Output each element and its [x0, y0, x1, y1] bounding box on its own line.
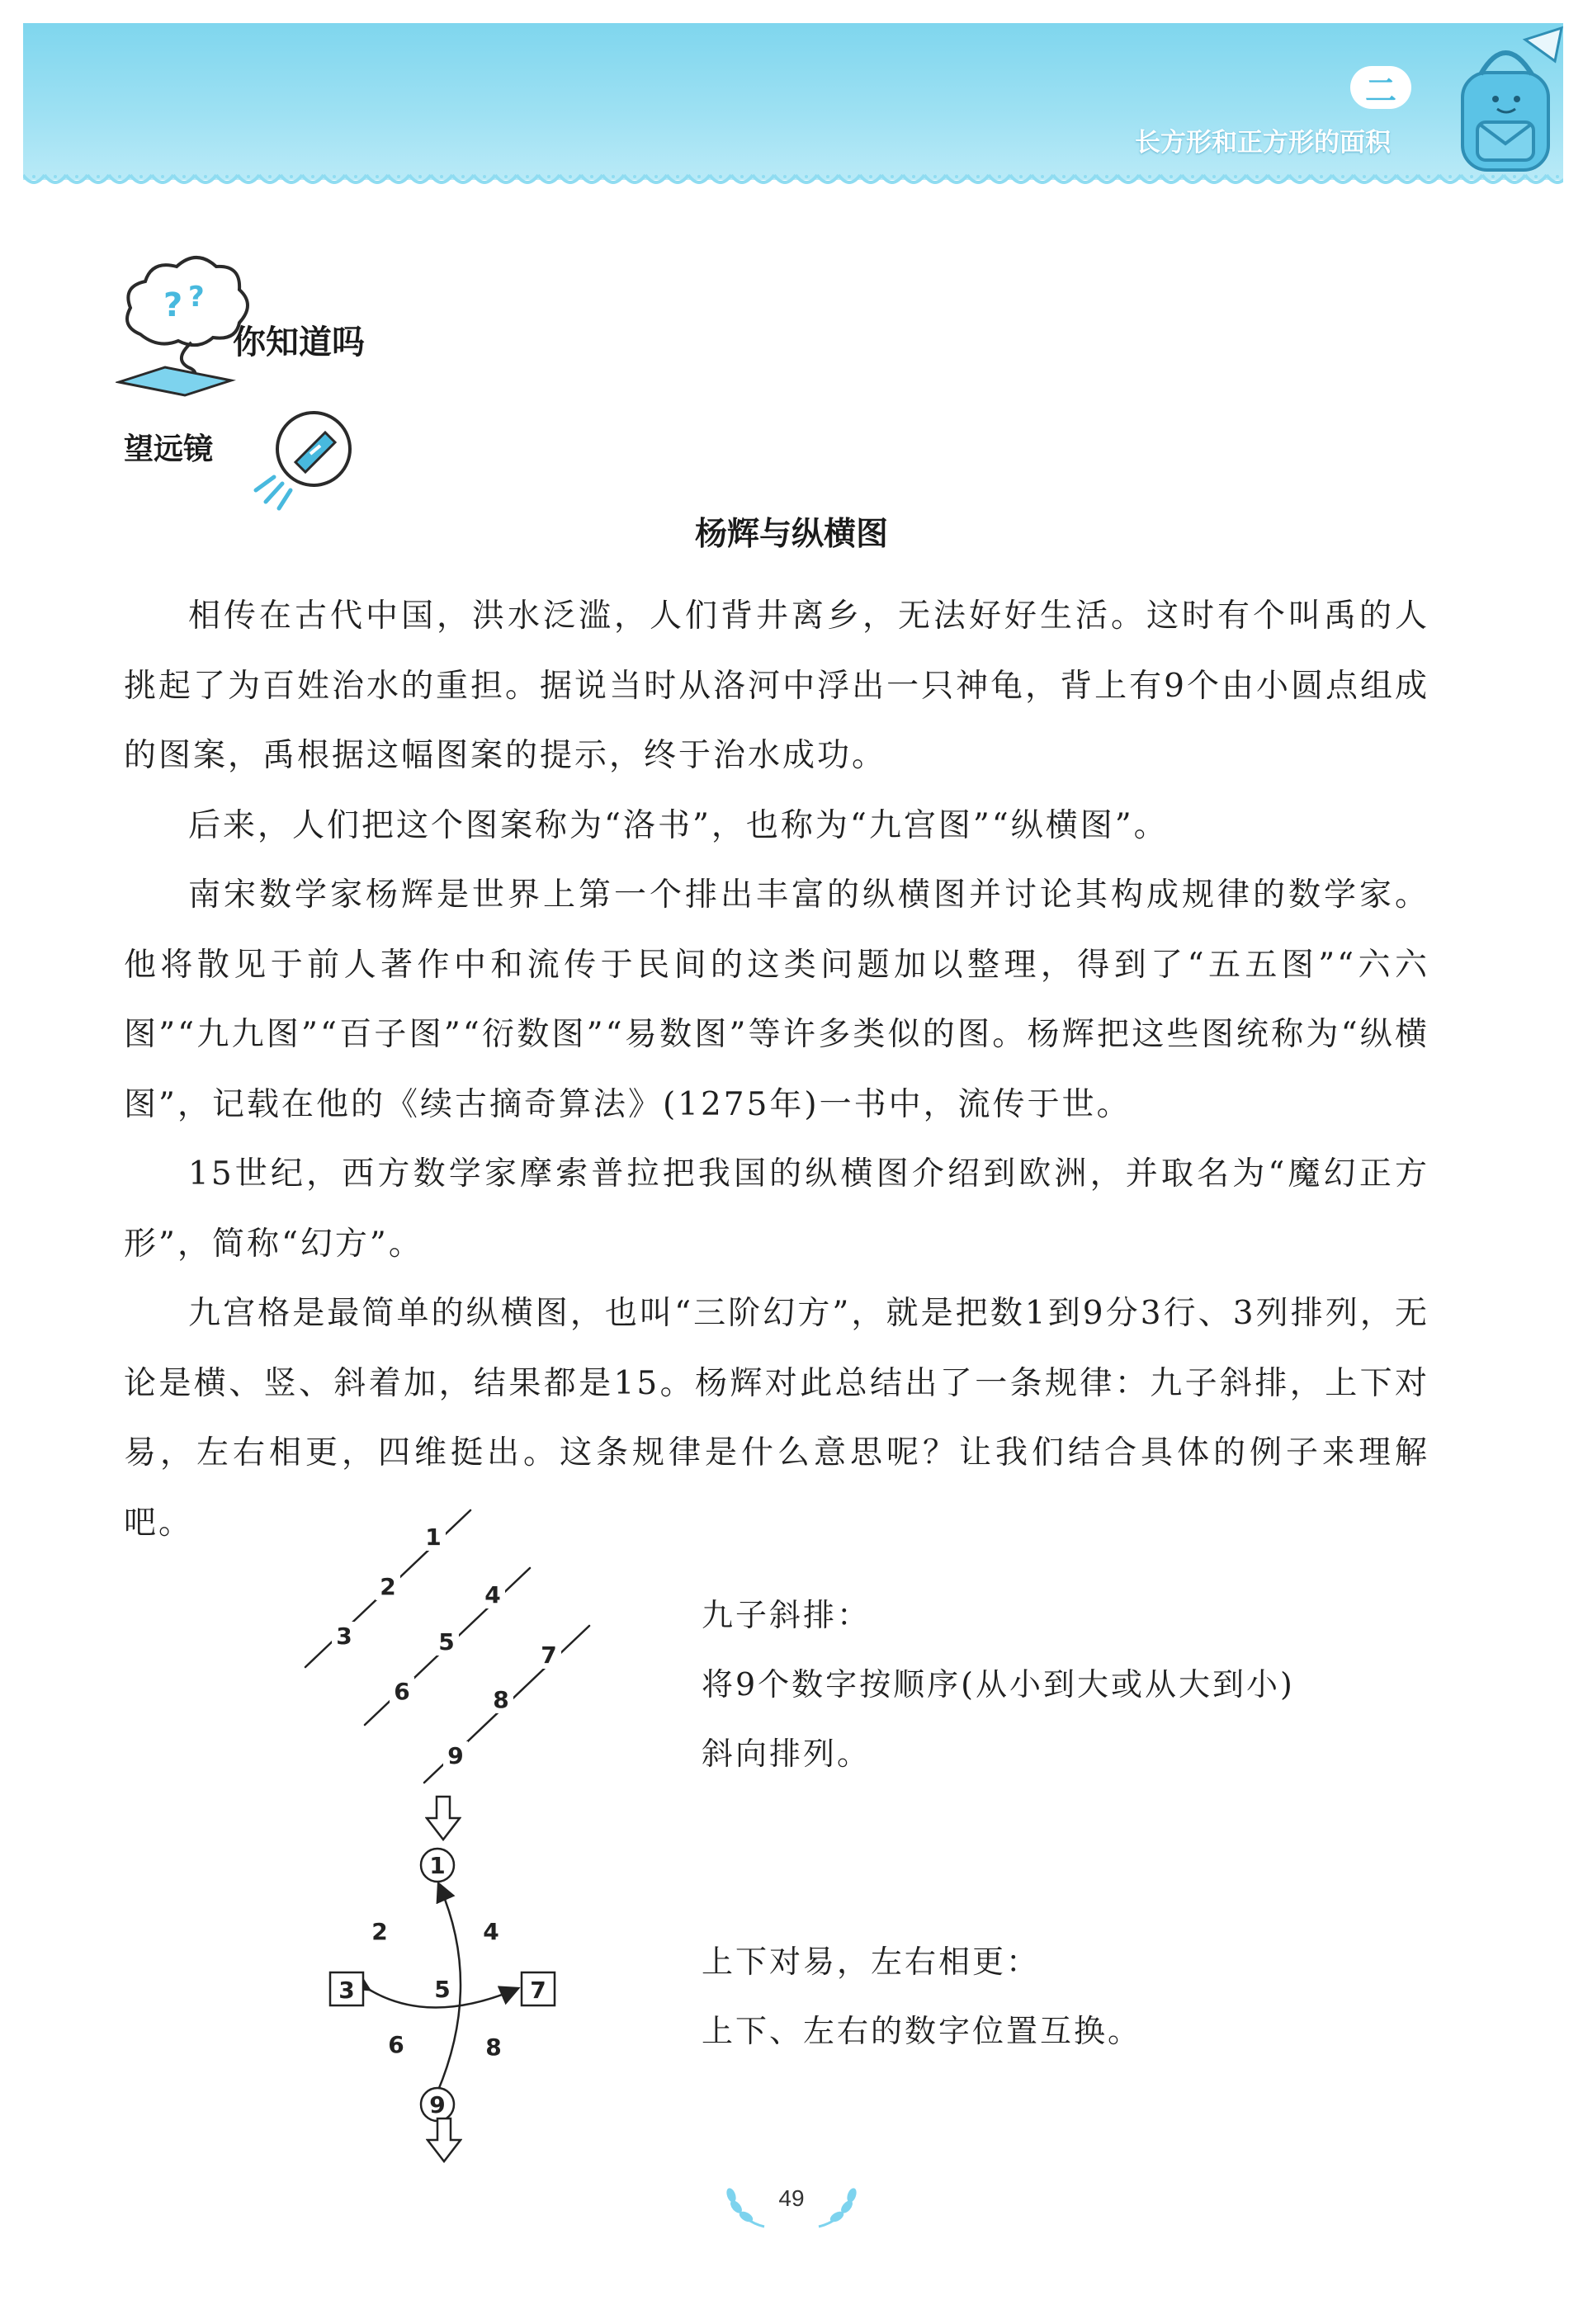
down-arrow-icon: [426, 2117, 462, 2163]
rule-1-title: 九子斜排：: [702, 1597, 872, 1633]
rule-2-title: 上下对易，左右相更：: [702, 1944, 1041, 1980]
diagonal-number-5: 5: [438, 1628, 455, 1656]
diagonal-number-9: 9: [447, 1742, 464, 1769]
paragraph-5: 九宫格是最简单的纵横图，也叫“三阶幻方”，就是把数1到9分3行、3列排列，无论是横、竖、斜着加，结果都是15。杨辉对此总结出了一条规律：九子斜排，上下对易，左右相更，四维挺出。这条规律是什么意思呢？让我们结合具体的例子来理解吧。: [124, 1295, 1429, 1542]
diagonal-number-8: 8: [493, 1686, 509, 1713]
swap-number-1: 1: [429, 1852, 446, 1879]
backpack-icon: [1446, 23, 1566, 180]
rule-1-line-1: 将9个数字按顺序(从小到大或从大到小): [702, 1666, 1295, 1703]
diagonal-number-6: 6: [394, 1678, 410, 1705]
rule-1-line-2: 斜向排列。: [702, 1736, 872, 1772]
paragraph-4: 15世纪，西方数学家摩索普拉把我国的纵横图介绍到欧洲，并取名为“魔幻正方形”，简称“幻方”。: [124, 1155, 1429, 1263]
chapter-badge: 二: [1350, 66, 1411, 109]
swap-number-3: 3: [338, 1977, 355, 2004]
paragraph-2: 后来，人们把这个图案称为“洛书”，也称为“九宫图”“纵横图”。: [188, 806, 1169, 844]
swap-number-7: 7: [530, 1977, 546, 2004]
chapter-title: 长方形和正方形的面积: [1135, 128, 1391, 158]
swap-number-6: 6: [388, 2031, 404, 2058]
diagonal-number-2: 2: [380, 1573, 396, 1600]
diagonal-number-7: 7: [541, 1641, 557, 1669]
rule-1-block: [702, 1580, 1444, 1788]
swap-number-2: 2: [371, 1918, 388, 1945]
swap-number-4: 4: [483, 1918, 499, 1945]
rule-2-line-1: 上下、左右的数字位置互换。: [702, 2013, 1142, 2049]
diagonal-number-1: 1: [425, 1523, 442, 1551]
diagonal-number-4: 4: [484, 1581, 501, 1608]
svg-text:?: ?: [163, 286, 183, 324]
swap-number-9: 9: [429, 2091, 446, 2119]
header-scallop-border: [23, 170, 1563, 195]
paragraph-1: 相传在古代中国，洪水泛滥，人们背井离乡，无法好好生活。这时有个叫禹的人挑起了为百姓治水的重担。据说当时从洛河中浮出一只神龟，背上有9个由小圆点组成的图案，禹根据这幅图案的提示，终于治水成功。: [124, 598, 1429, 774]
article-body: [124, 582, 1429, 1558]
laurel-right-icon: [814, 2180, 863, 2230]
telescope-label: 望远镜: [124, 432, 214, 466]
telescope-icon: [249, 404, 357, 512]
swap-number-5: 5: [434, 1976, 451, 2003]
section-title: 你知道吗: [233, 324, 365, 361]
swap-number-8: 8: [485, 2034, 502, 2061]
page-number: 49: [778, 2185, 805, 2211]
down-arrow-icon: [425, 1795, 461, 1841]
swap-diagram: [314, 1840, 594, 2129]
paragraph-3: 南宋数学家杨辉是世界上第一个排出丰富的纵横图并讨论其构成规律的数学家。他将散见于前人著作中和流传于民间的这类问题加以整理，得到了“五五图”“六六图”“九九图”“百子图”“衍数图”“易数图”等许多类似的图。杨辉把这些图统称为“纵横图”，记载在他的《续古摘奇算法》(1275年)一书中，流传于世。: [124, 876, 1429, 1123]
diagonal-number-3: 3: [336, 1623, 352, 1650]
svg-text:?: ?: [188, 281, 205, 314]
article-title: 杨辉与纵横图: [694, 516, 888, 553]
rule-2-block: [702, 1927, 1444, 2066]
diagonal-arrangement-diagram: [297, 1502, 611, 1832]
